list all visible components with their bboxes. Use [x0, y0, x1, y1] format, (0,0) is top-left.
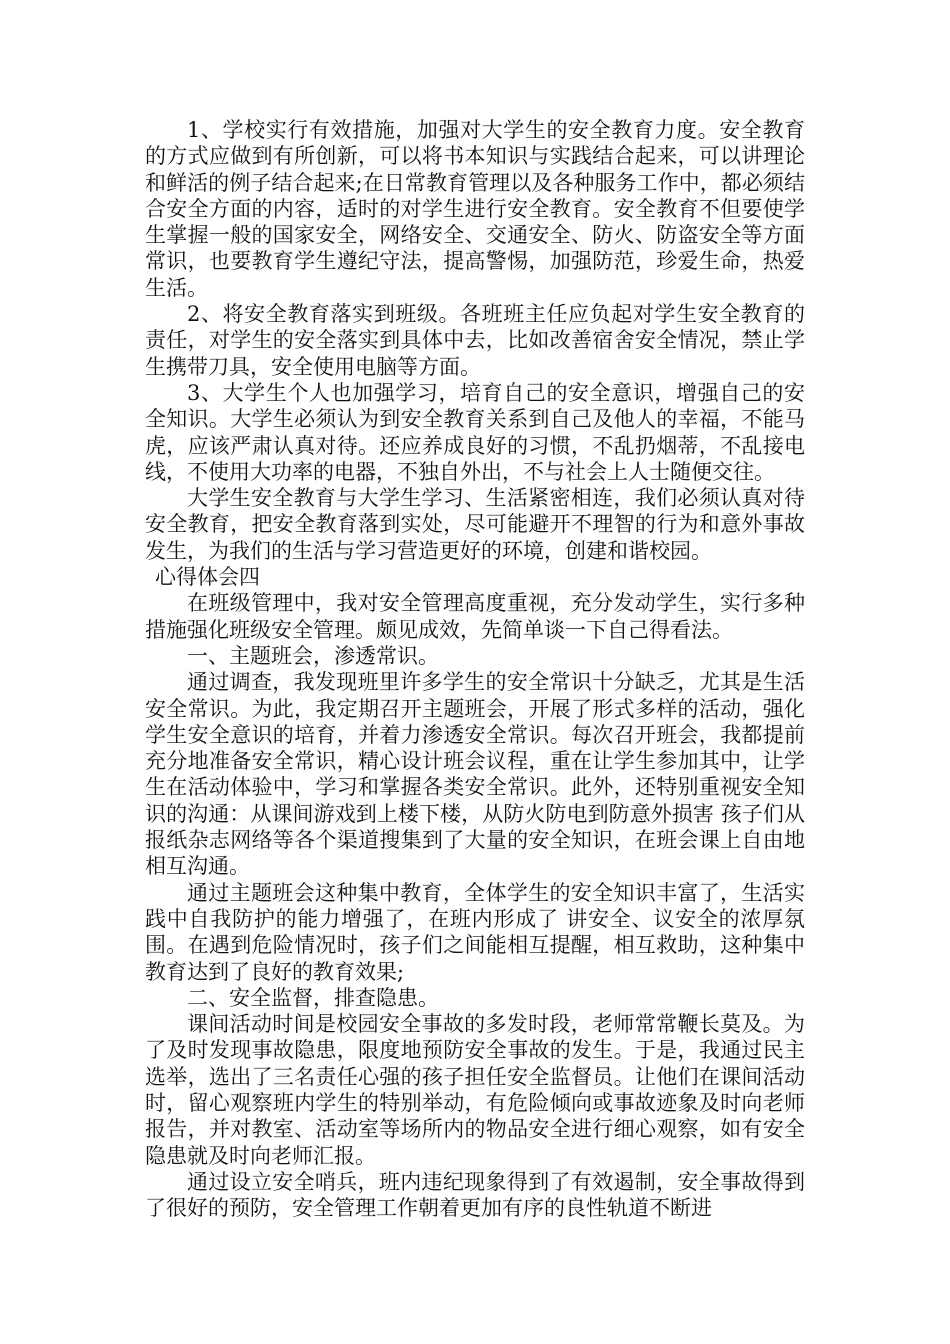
paragraph-measure-2: 2、将安全教育落实到班级。各班班主任应负起对学生安全教育的责任，对学生的安全落实到具体中去，比如改善宿舍安全情况，禁止学生携带刀具，安全使用电脑等方面。: [145, 302, 805, 379]
paragraph-measure-1: 1、学校实行有效措施，加强对大学生的安全教育力度。安全教育的方式应做到有所创新，可以将书本知识与实践结合起来，可以讲理论和鲜活的例子结合起来;在日常教育管理以及各种服务工作中，都必须结合安全方面的内容，适时的对学生进行安全教育。安全教育不但要使学生掌握一般的国家安全，网络安全、交通安全、防火、防盗安全等方面常识，也要教育学生遵纪守法，提高警惕，加强防范，珍爱生命，热爱生活。: [145, 118, 805, 300]
paragraph-measure-3: 3、大学生个人也加强学习，培育自己的安全意识，增强自己的安全知识。大学生必须认为到安全教育关系到自己及他人的幸福，不能马虎，应该严肃认真对待。还应养成良好的习惯，不乱扔烟蒂，不乱接电线，不使用大功率的电器，不独自外出，不与社会上人士随便交往。: [145, 380, 805, 484]
paragraph-conclusion: 大学生安全教育与大学生学习、生活紧密相连，我们必须认真对待安全教育，把安全教育落到实处，尽可能避开不理智的行为和意外事故发生，为我们的生活与学习营造更好的环境，创建和谐校园。: [145, 486, 805, 563]
section-heading: 心得体会四: [155, 565, 260, 590]
subheading-theme-meeting: 一、主题班会，渗透常识。: [187, 643, 439, 668]
paragraph-sentinel: 通过设立安全哨兵，班内违纪现象得到了有效遏制，安全事故得到了很好的预防，安全管理工作朝着更加有序的良性轨道不断进: [145, 1169, 805, 1221]
paragraph-survey: 通过调查，我发现班里许多学生的安全常识十分缺乏，尤其是生活安全常识。为此，我定期召开主题班会，开展了形式多样的活动，强化学生安全意识的培育，并着力渗透安全常识。每次召开班会，我都提前充分地准备安全常识，精心设计班会议程，重在让学生参加其中，让学生在活动体验中，学习和掌握各类安全常识。此外，还特别重视安全知识的沟通：从课间游戏到上楼下楼，从防火防电到防意外损害 孩子们从报纸杂志网络等各个渠道搜集到了大量的安全知识，在班会课上自由地相互沟通。: [145, 670, 805, 879]
subheading-supervision: 二、安全监督，排查隐患。: [187, 985, 439, 1010]
paragraph-intro: 在班级管理中，我对安全管理高度重视，充分发动学生，实行多种措施强化班级安全管理。颇见成效，先简单谈一下自己得看法。: [145, 591, 805, 642]
paragraph-results: 通过主题班会这种集中教育，全体学生的安全知识丰富了，生活实践中自我防护的能力增强了，在班内形成了 讲安全、议安全的浓厚氛围。在遇到危险情况时，孩子们之间能相互提醒，相互救助，这种集中教育达到了良好的教育效果;: [145, 880, 805, 984]
document-body: [145, 117, 805, 1221]
paragraph-recess: 课间活动时间是校园安全事故的多发时段，老师常常鞭长莫及。为了及时发现事故隐患，限度地预防安全事故的发生。于是，我通过民主选举，选出了三名责任心强的孩子担任安全监督员。让他们在课间活动时，留心观察班内学生的特别举动，有危险倾向或事故迹象及时向老师报告，并对教室、活动室等场所内的物品安全进行细心观察，如有安全隐患就及时向老师汇报。: [145, 1012, 805, 1168]
